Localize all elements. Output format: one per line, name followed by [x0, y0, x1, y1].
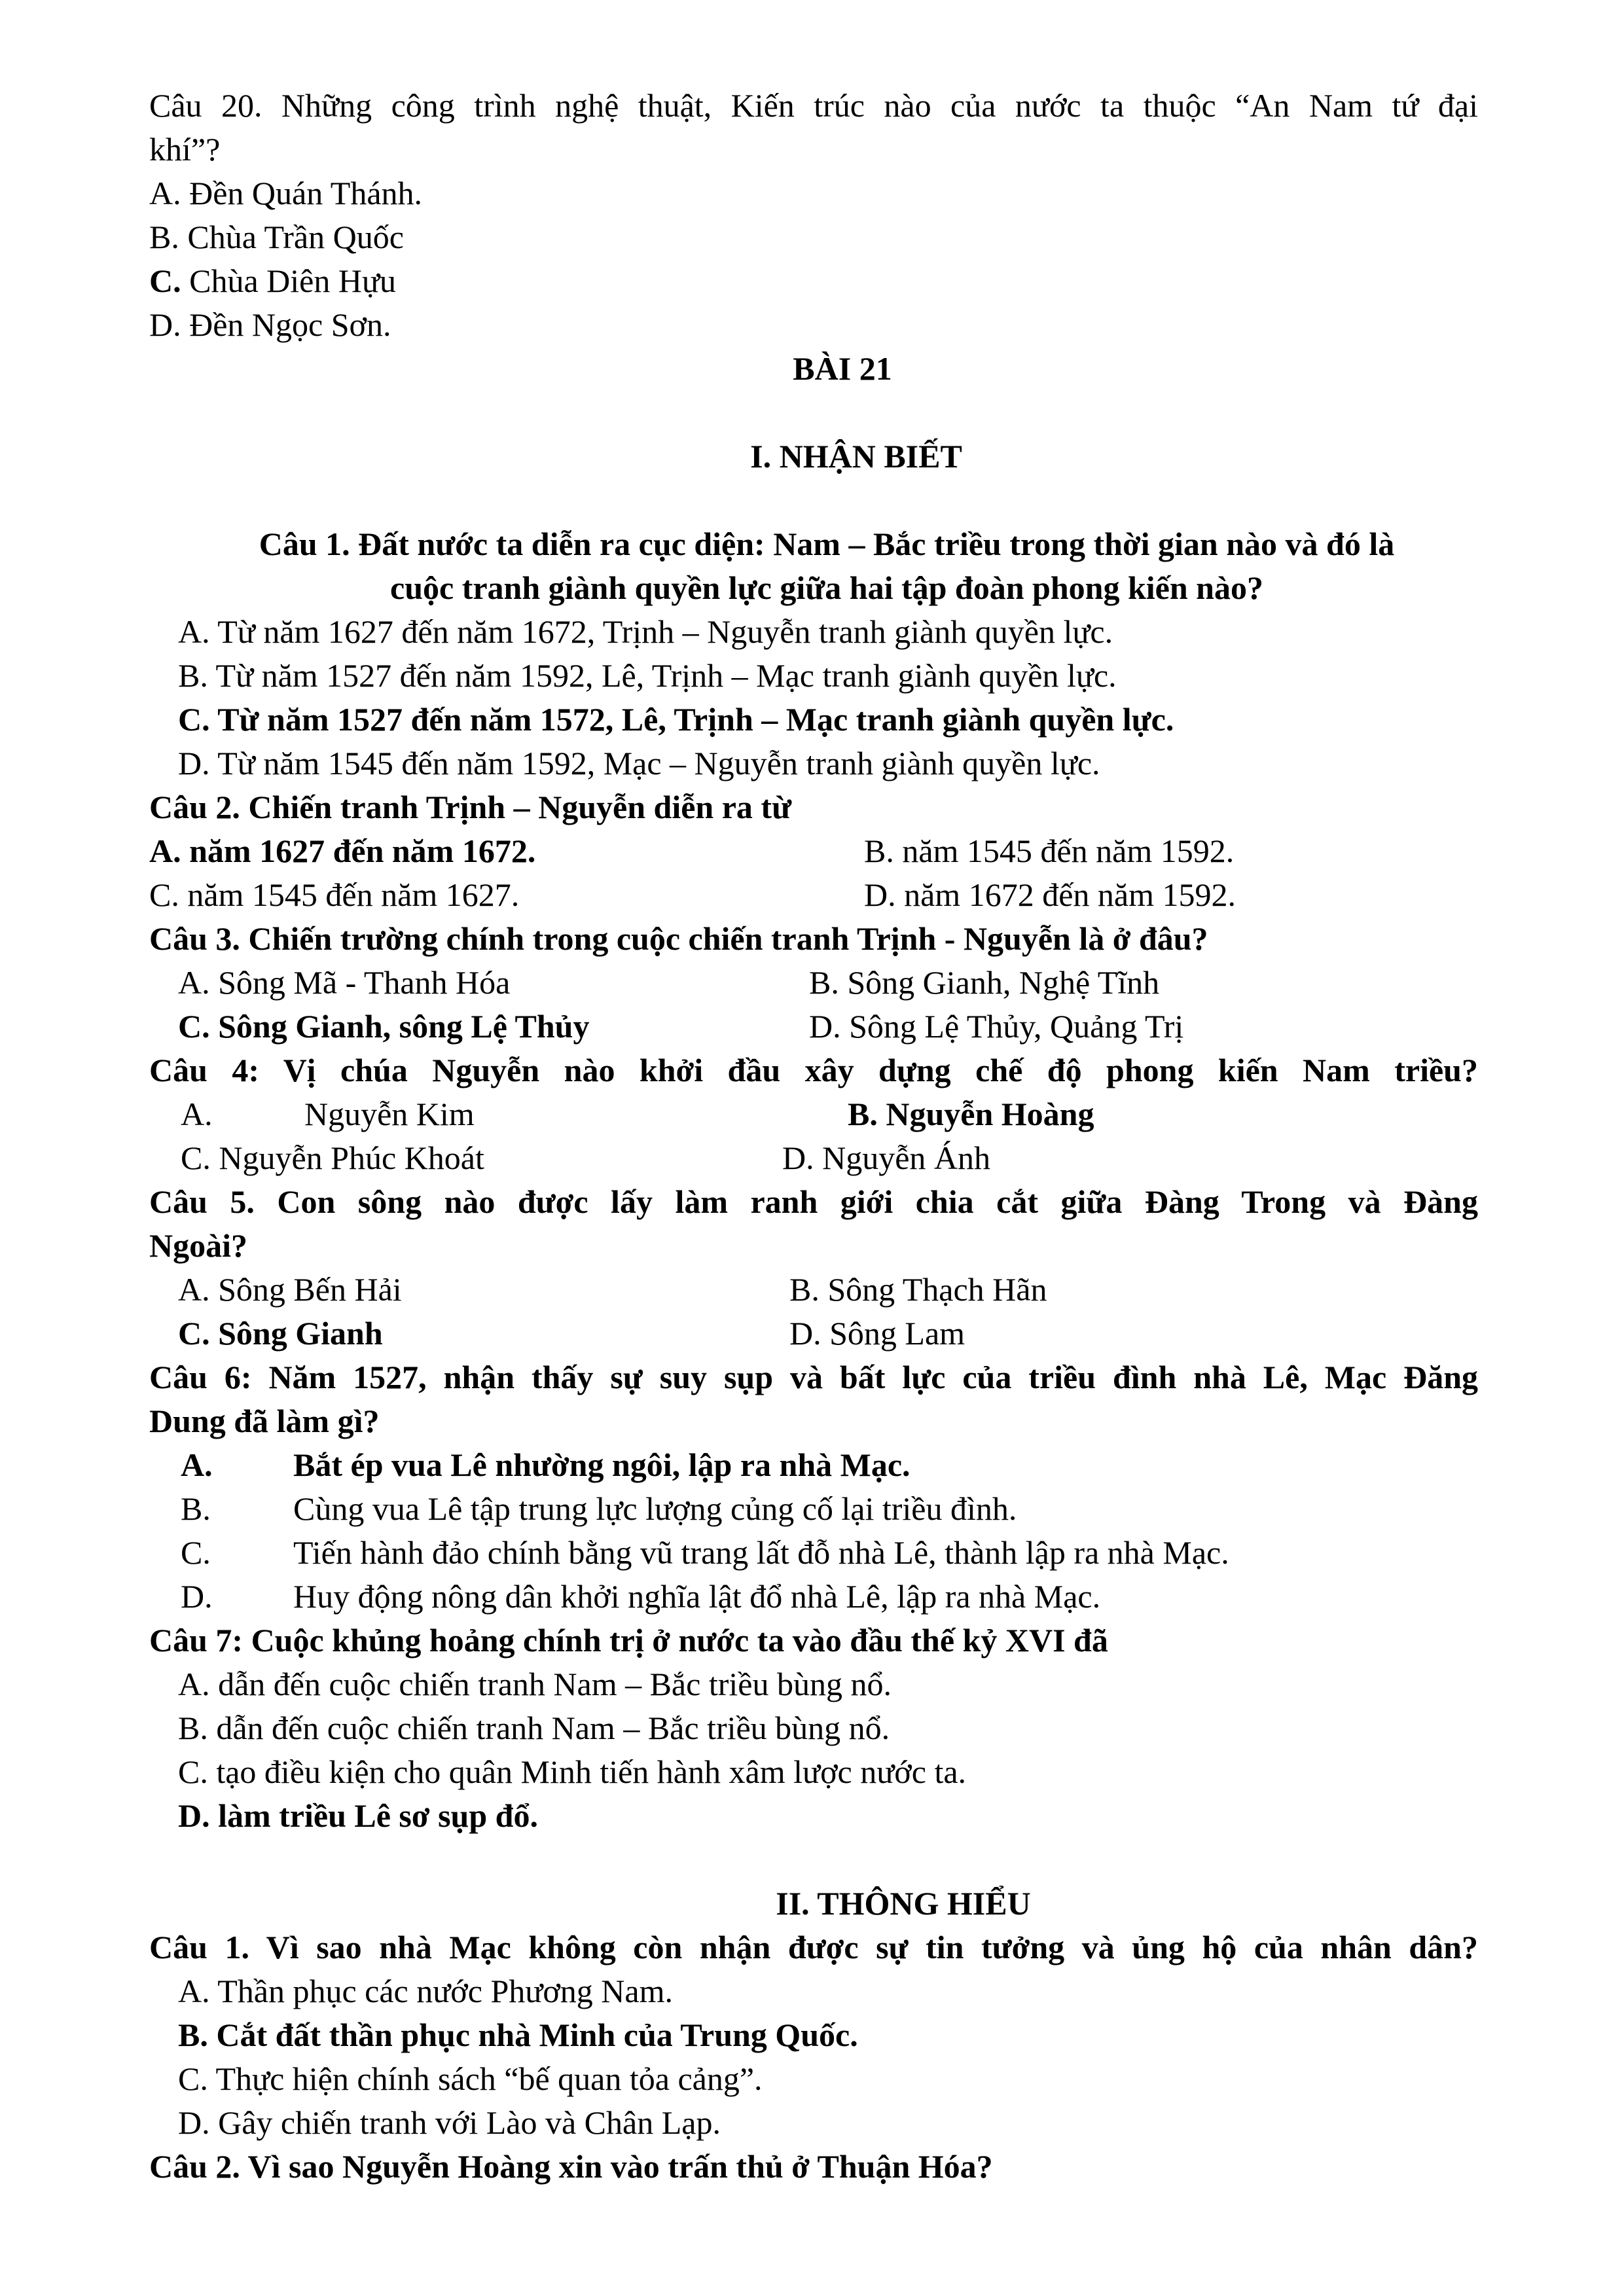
question-20-option-d: D. Đền Ngọc Sơn. — [149, 306, 391, 343]
s1-q6-option-d-text: Huy động nông dân khởi nghĩa lật đổ nhà Lê, lập ra nhà Mạc. — [293, 1578, 1101, 1615]
s1-q2-option-d: D. năm 1672 đến năm 1592. — [864, 876, 1236, 913]
s1-q1-option-c: C. Từ năm 1527 đến năm 1572, Lê, Trịnh – Mạc tranh giành quyền lực. — [178, 701, 1174, 738]
s1-q4-option-b: B. Nguyễn Hoàng — [848, 1096, 1094, 1132]
question-20-option-c — [149, 259, 1478, 303]
s1-question-1-line2: cuộc tranh giành quyền lực giữa hai tập đoàn phong kiến nào? — [390, 569, 1263, 606]
s1-q1-option-b: B. Từ năm 1527 đến năm 1592, Lê, Trịnh – Mạc tranh giành quyền lực. — [178, 657, 1117, 694]
s2-q1-option-a: A. Thần phục các nước Phương Nam. — [178, 1973, 673, 2009]
s1-q5-options-row1 — [149, 1268, 1478, 1312]
s1-q6-option-d — [149, 1575, 1478, 1619]
s1-q6-option-a-text: Bắt ép vua Lê nhường ngôi, lập ra nhà Mạc. — [293, 1446, 911, 1483]
s1-question-7-heading: Câu 7: Cuộc khủng hoảng chính trị ở nước ta vào đầu thế kỷ XVI đã — [149, 1622, 1108, 1659]
s1-q6-option-b-letter: B. — [181, 1490, 211, 1527]
question-20-text-line1: Câu 20. Những công trình nghệ thuật, Kiến trúc nào của nước ta thuộc “An Nam tứ đại — [149, 87, 1478, 124]
s1-question-2-heading: Câu 2. Chiến tranh Trịnh – Nguyễn diễn ra từ — [149, 789, 792, 825]
question-20-option-b: B. Chùa Trần Quốc — [149, 219, 404, 255]
s1-q5-option-a: A. Sông Bến Hải — [178, 1271, 402, 1308]
question-20-text-line2: khí”? — [149, 131, 221, 168]
s1-question-5-line2: Ngoài? — [149, 1227, 247, 1264]
s1-q4-option-a — [181, 1092, 848, 1136]
s1-q6-option-b-text: Cùng vua Lê tập trung lực lượng củng cố lại triều đình. — [293, 1490, 1017, 1527]
s1-q3-option-d: D. Sông Lệ Thủy, Quảng Trị — [809, 1008, 1184, 1045]
s1-q6-option-a — [149, 1443, 1478, 1487]
s1-q6-option-c — [149, 1531, 1478, 1575]
s1-question-1-line1: Câu 1. Đất nước ta diễn ra cục diện: Nam – Bắc triều trong thời gian nào và đó là — [259, 526, 1395, 562]
s1-q6-option-d-letter: D. — [181, 1578, 213, 1615]
s1-q3-option-a: A. Sông Mã - Thanh Hóa — [178, 964, 511, 1001]
s1-q4-option-c: C. Nguyễn Phúc Khoát — [181, 1139, 484, 1176]
s1-q4-options-row2 — [149, 1136, 1478, 1180]
s1-q5-option-b: B. Sông Thạch Hãn — [789, 1271, 1047, 1308]
s1-q7-option-b: B. dẫn đến cuộc chiến tranh Nam – Bắc triều bùng nổ. — [178, 1710, 890, 1746]
s1-q2-options-row1 — [149, 829, 1478, 873]
s1-q7-option-d: D. làm triều Lê sơ sụp đổ. — [178, 1797, 538, 1834]
s2-q1-option-b: B. Cắt đất thần phục nhà Minh của Trung Quốc. — [178, 2017, 858, 2053]
s1-q4-options-row1 — [149, 1092, 1478, 1136]
s1-question-6-line2: Dung đã làm gì? — [149, 1403, 380, 1439]
s1-q3-options-row2 — [149, 1005, 1478, 1049]
s1-question-6-line1: Câu 6: Năm 1527, nhận thấy sự suy sụp và bất lực của triều đình nhà Lê, Mạc Đăng — [149, 1359, 1478, 1395]
spacer — [149, 478, 1478, 522]
s1-q2-options-row2 — [149, 873, 1478, 917]
s1-q6-option-a-letter: A. — [181, 1446, 213, 1483]
s1-q4-option-d: D. Nguyễn Ánh — [782, 1139, 991, 1176]
question-20-option-c-letter: C. — [149, 262, 181, 299]
s2-q1-option-d: D. Gây chiến tranh với Lào và Chân Lạp. — [178, 2104, 721, 2141]
s1-question-1-heading — [149, 522, 1478, 610]
spacer — [149, 1838, 1478, 1882]
section-1-title: I. NHẬN BIẾT — [750, 438, 962, 475]
question-20-option-c-text: Chùa Diên Hựu — [181, 262, 397, 299]
s1-q1-option-a: A. Từ năm 1627 đến năm 1672, Trịnh – Nguyễn tranh giành quyền lực. — [178, 613, 1113, 650]
s1-q5-options-row2 — [149, 1312, 1478, 1355]
s1-q7-option-a: A. dẫn đến cuộc chiến tranh Nam – Bắc triều bùng nổ. — [178, 1666, 892, 1702]
s1-q3-options-row1 — [149, 961, 1478, 1005]
s2-question-1-heading: Câu 1. Vì sao nhà Mạc không còn nhận được sự tin tưởng và ủng hộ của nhân dân? — [149, 1929, 1478, 1965]
section-2-title: II. THÔNG HIỂU — [776, 1885, 1031, 1922]
spacer — [149, 391, 1478, 435]
s1-q5-option-d: D. Sông Lam — [789, 1315, 965, 1352]
s2-question-2-heading: Câu 2. Vì sao Nguyễn Hoàng xin vào trấn thủ ở Thuận Hóa? — [149, 2148, 993, 2185]
s1-q6-option-c-letter: C. — [181, 1534, 211, 1571]
s1-q5-option-c: C. Sông Gianh — [178, 1315, 383, 1352]
s1-q3-option-c: C. Sông Gianh, sông Lệ Thủy — [178, 1008, 590, 1045]
s1-q2-option-a: A. năm 1627 đến năm 1672. — [149, 833, 536, 869]
lesson-title: BÀI 21 — [793, 350, 892, 387]
s1-q4-option-a-text: Nguyễn Kim — [304, 1096, 475, 1132]
s1-q1-option-d: D. Từ năm 1545 đến năm 1592, Mạc – Nguyễn tranh giành quyền lực. — [178, 745, 1100, 781]
s1-q3-option-b: B. Sông Gianh, Nghệ Tĩnh — [809, 964, 1160, 1001]
s1-q2-option-c: C. năm 1545 đến năm 1627. — [149, 876, 520, 913]
s1-q4-option-a-letter: A. — [181, 1096, 213, 1132]
s1-question-5-line1: Câu 5. Con sông nào được lấy làm ranh giới chia cắt giữa Đàng Trong và Đàng — [149, 1183, 1478, 1220]
s1-question-4-heading: Câu 4: Vị chúa Nguyễn nào khởi đầu xây dựng chế độ phong kiến Nam triều? — [149, 1052, 1478, 1088]
question-20-option-a: A. Đền Quán Thánh. — [149, 175, 423, 211]
s1-q6-option-b — [149, 1487, 1478, 1531]
s1-q7-option-c: C. tạo điều kiện cho quân Minh tiến hành xâm lược nước ta. — [178, 1753, 967, 1790]
s1-q6-option-c-text: Tiến hành đảo chính bằng vũ trang lất đỗ nhà Lê, thành lập ra nhà Mạc. — [293, 1534, 1229, 1571]
s1-q2-option-b: B. năm 1545 đến năm 1592. — [864, 833, 1235, 869]
s2-q1-option-c: C. Thực hiện chính sách “bế quan tỏa cảng”. — [178, 2060, 763, 2097]
s1-question-3-heading: Câu 3. Chiến trường chính trong cuộc chiến tranh Trịnh - Nguyễn là ở đâu? — [149, 920, 1208, 957]
